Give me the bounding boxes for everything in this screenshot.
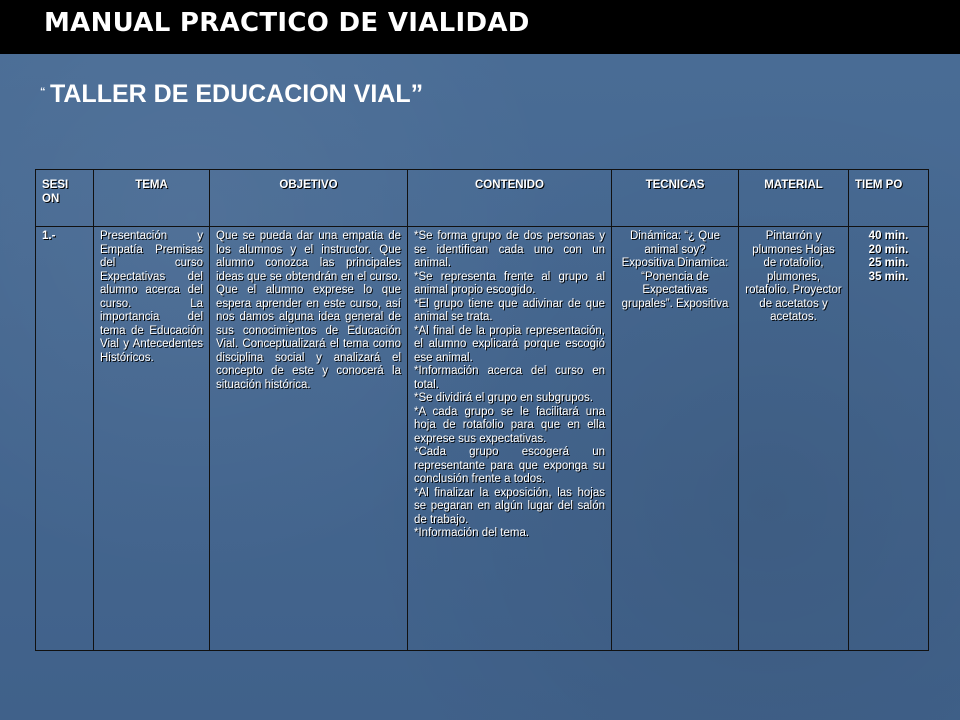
contenido-line: *Se dividirá el grupo en subgrupos. (414, 392, 594, 404)
header-sesion: SESI ON (36, 170, 94, 227)
cell-tiempo (849, 227, 929, 651)
cell-objetivo: Que se pueda dar una empatia de los alumnos y el instructor. Que alumno conozca las principales ideas que se obtendrán en el curso. Que el alumno exprese lo que espera aprender en este curso, así nos damos alguna idea general de sus conocimientos de Educación Vial. Conceptualizará el tema como disciplina social y analizará el concepto de este y conocerá la situación histórica. (210, 227, 408, 651)
subtitle-open-quote: “ (40, 86, 46, 98)
tiempo-value: 25 min. (868, 257, 909, 269)
header-tecnicas: TECNICAS (612, 170, 739, 227)
subtitle-text: TALLER DE EDUCACION VIAL” (49, 80, 424, 108)
tiempo-value: 40 min. (868, 230, 909, 242)
contenido-line: *Información del tema. (414, 527, 530, 539)
session-plan-table (35, 169, 929, 651)
cell-material: Pintarrón y plumones Hojas de rotafolio, plumones, rotafolio. Proyector de acetatos y acetatos. (739, 227, 849, 651)
title-bar (0, 0, 960, 54)
tiempo-value: 35 min. (868, 270, 909, 283)
table-row (36, 227, 929, 651)
contenido-line: *Se representa frente al grupo al animal propio escogido. (414, 270, 605, 296)
contenido-line: *Se forma grupo de dos personas y se identifican cada uno con un animal. (414, 230, 605, 269)
contenido-line: *Al final de la propia representación, el alumno explicará porque escogió ese animal. (414, 324, 605, 364)
header-contenido: CONTENIDO (408, 170, 612, 227)
tiempo-value: 20 min. (868, 243, 909, 256)
contenido-line: *Al finalizar la exposición, las hojas se pegaran en algún lugar del salón de trabajo. (414, 486, 605, 526)
cell-tema: Presentación y Empatía Premisas del curso Expectativas del alumno acerca del curso. La importancia del tema de Educación Vial y Antecedentes Históricos. (94, 227, 210, 651)
contenido-line: *A cada grupo se le facilitará una hoja de rotafolio para que en ella exprese sus expectativas. (414, 405, 605, 445)
cell-sesion: 1.- (36, 227, 94, 651)
header-tiempo: TIEM PO (849, 170, 929, 227)
contenido-line: *Información acerca del curso en total. (414, 365, 605, 391)
contenido-line: *El grupo tiene que adivinar de que animal se trata. (414, 297, 605, 323)
header-material: MATERIAL (739, 170, 849, 227)
page-title: MANUAL PRACTICO DE VIALIDAD (44, 8, 530, 38)
header-tema: TEMA (94, 170, 210, 227)
contenido-line: *Cada grupo escogerá un representante para que exponga su conclusión frente a todos. (414, 446, 605, 485)
cell-tecnicas: Dinámica: “¿ Que animal soy? Expositiva Dinamica: “Ponencia de Expectativas grupales”. Expositiva (612, 227, 739, 651)
header-objetivo: OBJETIVO (210, 170, 408, 227)
subtitle (40, 80, 423, 109)
table-header-row (36, 170, 929, 227)
cell-contenido (408, 227, 612, 651)
